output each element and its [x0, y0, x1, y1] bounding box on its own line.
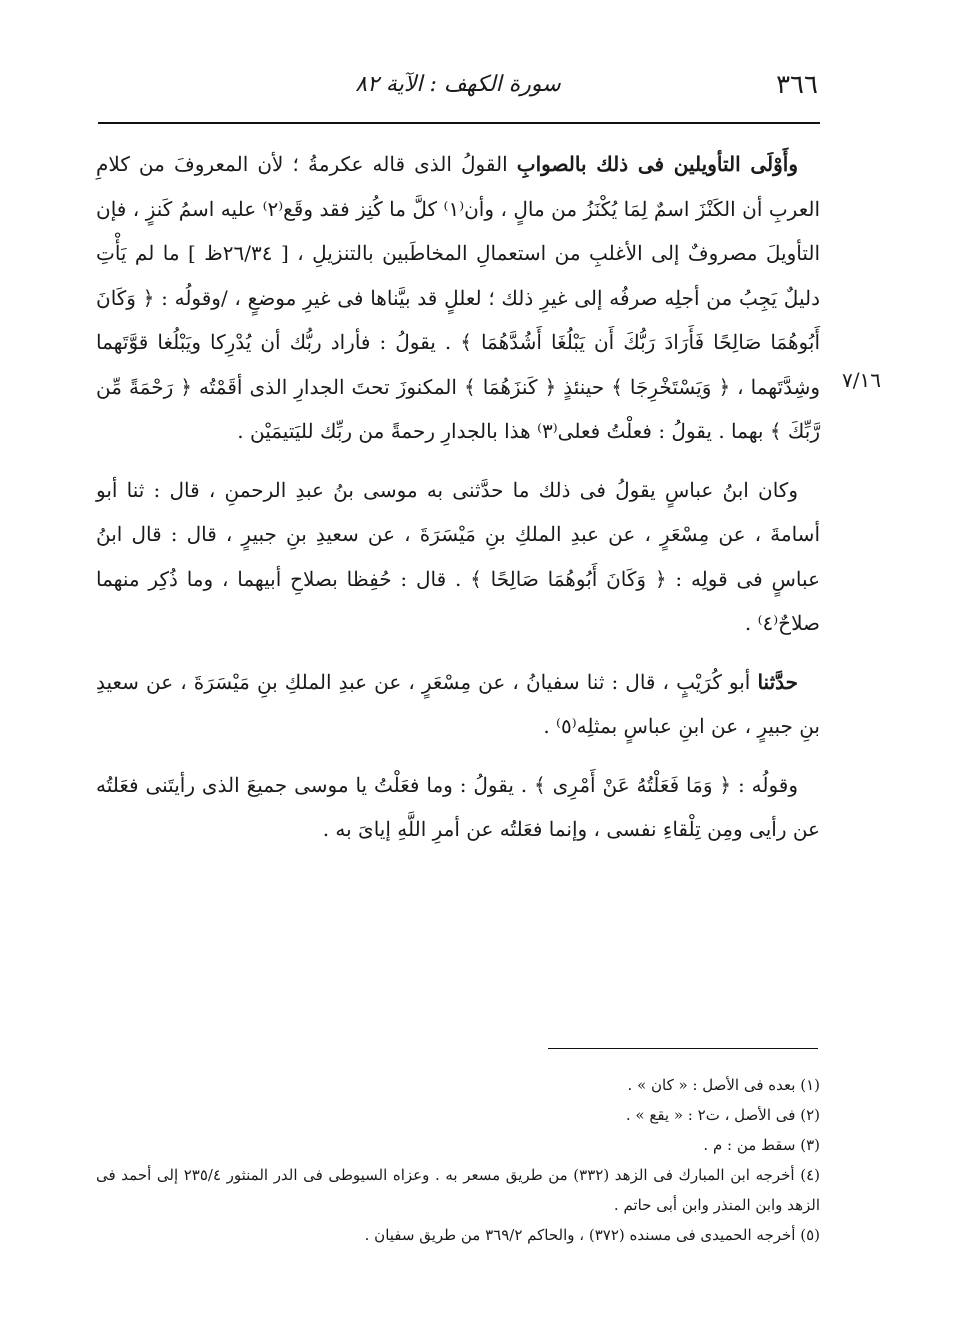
paragraph-text: وكان ابنُ عباسٍ يقولُ فى ذلك ما حدَّثنى به موسى بنُ عبدِ الرحمنِ ، قال : ثنا أبو أسامةَ ، عن مِسْعَرٍ ، عن عبدِ الملكِ بنِ مَيْسَرَةَ ، عن سعيدِ بنِ جبيرٍ ، قال : قال ابنُ عباسٍ فى قولِه : ﴿ وَكَانَ أَبُوهُمَا صَالِحًا ﴾ . قال : حُفِظا بصلاحِ أبيهما ، وما ذُكِر منهما صلاحٌ⁽٤⁾ . — [96, 477, 820, 635]
footnotes — [96, 1070, 820, 1250]
paragraph-lead: وأَوْلَى التأويلين فى ذلك بالصوابِ — [516, 152, 798, 176]
page-number: ٣٦٦ — [776, 70, 818, 100]
paragraph-lead: حدَّثنا — [757, 669, 798, 694]
footnote-2: (٢) فى الأصل ، ت٢ : « يقع » . — [625, 1106, 820, 1124]
margin-folio-note: ٧/١٦ — [842, 368, 881, 392]
footnote-5: (٥) أخرجه الحميدى فى مسنده (٣٧٢) ، والحاكم ٣٦٩/٢ من طريق سفيان . — [364, 1226, 820, 1244]
main-text — [96, 142, 820, 852]
header-rule — [98, 122, 820, 124]
running-title: سورة الكهف : الآية ٨٢ — [355, 72, 561, 97]
paragraph-text: القولُ الذى قاله عكرمةُ ؛ لأن المعروفَ من كلامِ العربِ أن الكَنْزَ اسمٌ لِمَا يُكْنَزُ من مالٍ ، وأن⁽١⁾ كلَّ ما كُنِز فقد وقَع⁽٢⁾ عليه اسمُ كَنزٍ ، فإن التأويلَ مصروفٌ إلى الأغلبِ من استعمالِ المخاطَبين بالتنزيلِ ، [ ٢٦/٣٤ظ ] ما لم يَأْتِ دليلٌ يَجِبُ من أجلِه صرفُه إلى غيرِ ذلك ؛ لعللٍ قد بيَّناها فى غيرِ موضعٍ ، /وقولُه : ﴿ وَكَانَ أَبُوهُمَا صَالِحًا فَأَرَادَ رَبُّكَ أَن يَبْلُغَا أَشُدَّهُمَا ﴾ . يقولُ : فأراد ربُّك أن يُدْرِكا ويَبْلُغا قوَّتَهما وشِدَّتَهما ، ﴿ وَيَسْتَخْرِجَا ﴾ حينئذٍ ﴿ كَنزَهُمَا ﴾ المكنوزَ تحتَ الجدارِ الذى أقَمْتُه ﴿ رَحْمَةً مِّن رَّبِّكَ ﴾ بهما . يقولُ : فعلْتُ فعلى⁽٣⁾ هذا بالجدارِ رحمةً من ربِّك لليَتيمَيْن . — [96, 152, 821, 443]
footnote-3: (٣) سقط من : م . — [703, 1136, 820, 1154]
paragraph-1 — [96, 142, 820, 454]
page-header — [98, 64, 818, 120]
paragraph-3 — [96, 660, 820, 749]
footnote-4: (٤) أخرجه ابن المبارك فى الزهد (٣٣٢) من طريق مسعر به . وعزاه السيوطى فى الدر المنثور ٢٣٥/٤ إلى أحمد فى الزهد وابن المنذر وابن أبى حاتم . — [96, 1166, 820, 1214]
paragraph-text: أبو كُرَيْبٍ ، قال : ثنا سفيانُ ، عن مِسْعَرٍ ، عن عبدِ الملكِ بنِ مَيْسَرَةَ ، عن سعيدِ بنِ جبيرٍ ، عن ابنِ عباسٍ بمثلِه⁽٥⁾ . — [96, 669, 820, 738]
footnote-1: (١) بعده فى الأصل : « كان » . — [627, 1076, 820, 1094]
paragraph-2 — [96, 468, 820, 646]
paragraph-text: وقولُه : ﴿ وَمَا فَعَلْتُهُ عَنْ أَمْرِى ﴾ . يقولُ : وما فعَلْتُ يا موسى جميعَ الذى رأيتَنى فعَلتُه عن رأيى ومِن تِلْقاءِ نفسى ، وإنما فعَلتُه عن أمرِ اللَّهِ إياىَ به . — [96, 772, 820, 841]
paragraph-4 — [96, 763, 820, 852]
footnote-separator — [548, 1048, 818, 1049]
